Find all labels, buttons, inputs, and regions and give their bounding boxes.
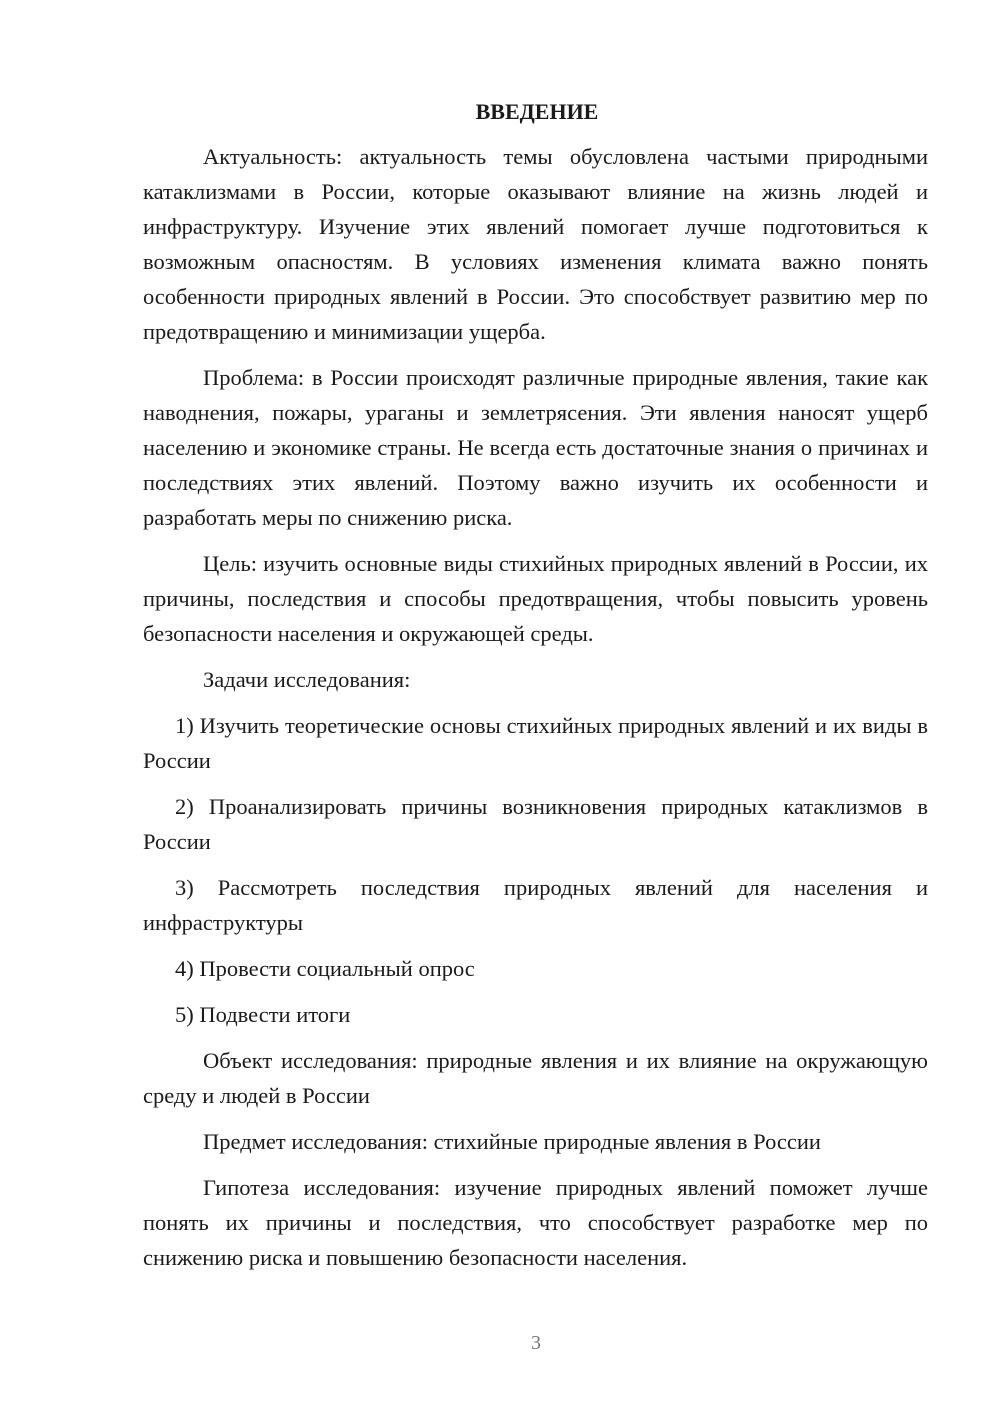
task-item-3: 3) Рассмотреть последствия природных явлений для населения и инфраструктуры: [143, 875, 928, 935]
paragraph-relevance: Актуальность: актуальность темы обусловлена частыми природными катаклизмами в России, которые оказывают влияние на жизнь людей и инфраструктуру. Изучение этих явлений помогает лучше подготовиться к возможным опасностям. В условиях изменения климата важно понять особенности природных явлений в России. Это способствует развитию мер по предотвращению и минимизации ущерба.: [143, 144, 928, 344]
page-number: 3: [531, 1332, 541, 1354]
page-content: [143, 94, 928, 1286]
paragraph-hypothesis: Гипотеза исследования: изучение природных явлений поможет лучше понять их причины и последствия, что способствует разработке мер по снижению риска и повышению безопасности населения.: [143, 1175, 928, 1270]
section-title: ВВЕДЕНИЕ: [475, 99, 599, 124]
paragraph-goal: Цель: изучить основные виды стихийных природных явлений в России, их причины, последствия и способы предотвращения, чтобы повысить уровень безопасности населения и окружающей среды.: [143, 551, 928, 646]
task-item-1: 1) Изучить теоретические основы стихийных природных явлений и их виды в России: [143, 713, 928, 773]
task-item-4: 4) Провести социальный опрос: [175, 956, 475, 981]
paragraph-problem: Проблема: в России происходят различные природные явления, такие как наводнения, пожары, ураганы и землетрясения. Эти явления наносят ущерб населению и экономике страны. Не всегда есть достаточные знания о причинах и последствиях этих явлений. Поэтому важно изучить их особенности и разработать меры по снижению риска.: [143, 365, 928, 530]
task-item-5: 5) Подвести итоги: [175, 1002, 351, 1027]
paragraph-object: Объект исследования: природные явления и их влияние на окружающую среду и людей в России: [143, 1048, 928, 1108]
tasks-heading: Задачи исследования:: [203, 667, 411, 692]
paragraph-subject: Предмет исследования: стихийные природные явления в России: [203, 1129, 821, 1154]
task-item-2: 2) Проанализировать причины возникновения природных катаклизмов в России: [143, 794, 928, 854]
